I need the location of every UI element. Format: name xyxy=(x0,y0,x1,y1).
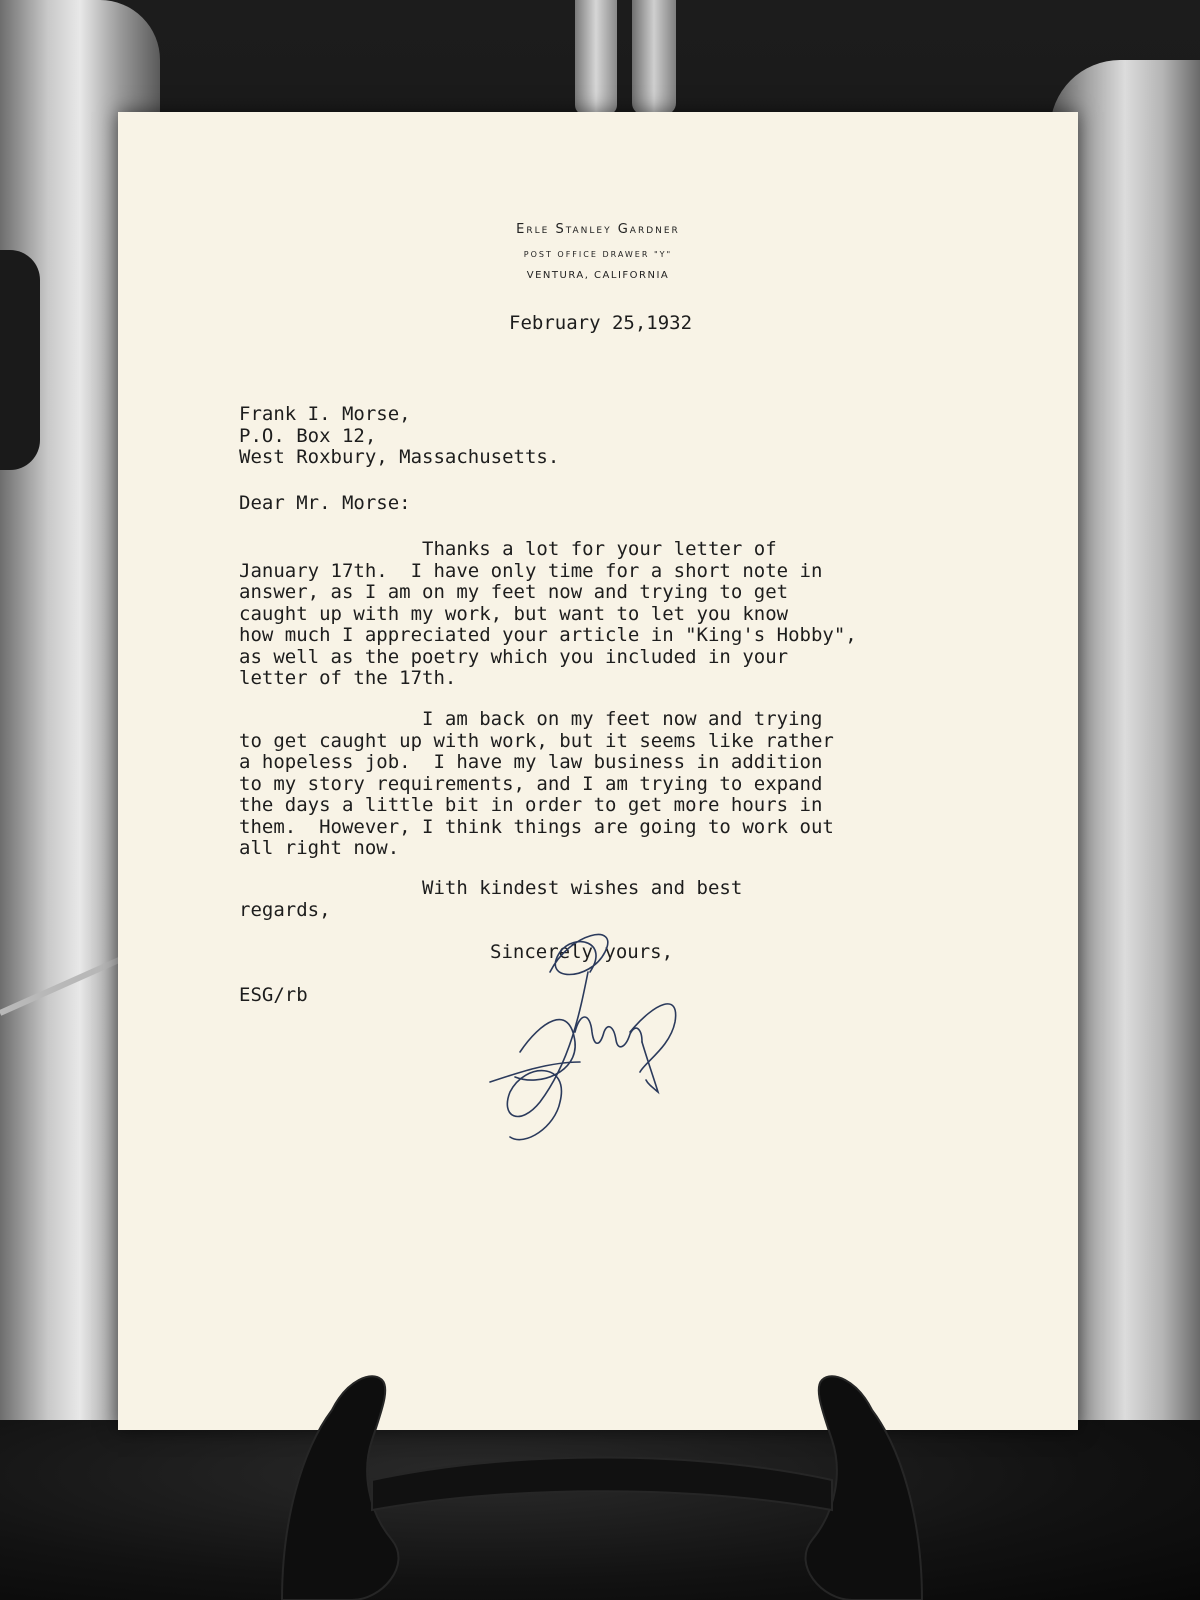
letterhead-name: Erle Stanley Gardner xyxy=(516,222,680,237)
metal-sculpture-top-left xyxy=(575,0,617,115)
salutation: Dear Mr. Morse: xyxy=(239,492,411,514)
text-line: Thanks a lot for your letter of xyxy=(239,538,777,560)
recipient-address xyxy=(239,404,559,469)
text-line: answer, as I am on my feet now and trying to get xyxy=(239,581,789,603)
paragraph-2 xyxy=(239,709,834,860)
text-line: a hopeless job. I have my law business in addition xyxy=(239,751,823,773)
address-line: P.O. Box 12, xyxy=(239,424,377,447)
text-line: to my story requirements, and I am trying to expand xyxy=(239,772,823,795)
text-line: letter of the 17th. xyxy=(239,667,457,689)
text-line: to get caught up with work, but it seems like rather xyxy=(239,729,834,752)
letterhead-post-office: POST OFFICE DRAWER "Y" xyxy=(523,250,673,259)
text-line: caught up with my work, but want to let you know xyxy=(239,602,789,625)
letterhead xyxy=(118,222,1078,281)
text-line: With kindest wishes and best xyxy=(239,877,743,899)
letterhead-city: VENTURA, CALIFORNIA xyxy=(526,270,670,281)
letter-date: February 25,1932 xyxy=(509,312,693,334)
typist-initials: ESG/rb xyxy=(239,984,308,1006)
handwritten-signature xyxy=(480,912,700,1152)
address-line: West Roxbury, Massachusetts. xyxy=(239,446,560,468)
sculpture-gap xyxy=(0,250,40,470)
text-line: regards, xyxy=(239,898,331,921)
text-line: January 17th. I have only time for a short note in xyxy=(239,559,823,582)
text-line: as well as the poetry which you included in your xyxy=(239,645,789,668)
text-line: I am back on my feet now and trying xyxy=(239,708,823,730)
address-line: Frank I. Morse, xyxy=(239,403,411,425)
text-line: all right now. xyxy=(239,837,400,859)
metal-sculpture-top-right xyxy=(632,0,676,115)
paragraph-1 xyxy=(239,539,857,690)
letter-sheet xyxy=(118,112,1078,1430)
text-line: the days a little bit in order to get more hours in xyxy=(239,794,823,816)
easel-stand xyxy=(262,1300,942,1600)
text-line: them. However, I think things are going to work out xyxy=(239,815,834,838)
sign-off: Sincerely yours, xyxy=(490,941,674,963)
text-line: how much I appreciated your article in "King's Hobby", xyxy=(239,624,857,646)
